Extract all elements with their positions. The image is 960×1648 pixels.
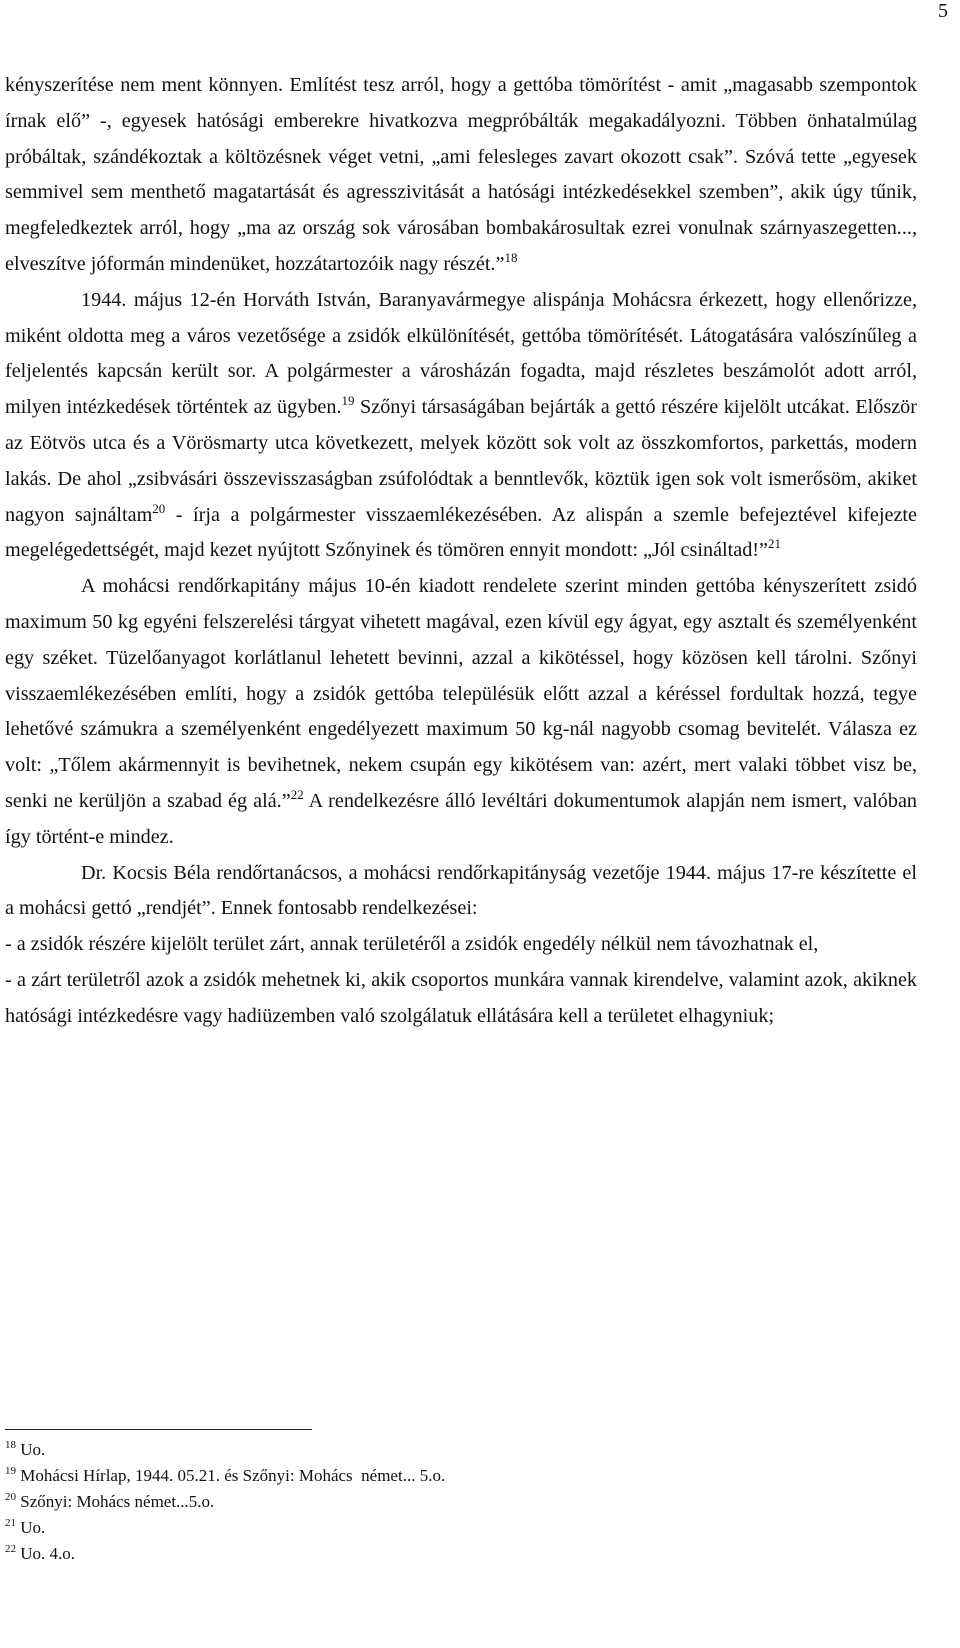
footnote <box>5 1489 905 1515</box>
footnote-text: Uo. <box>16 1440 46 1459</box>
paragraph-text: A mohácsi rendőrkapitány május 10-én kiadott rendelete szerint minden gettóba kényszerített zsidó maximum 50 kg egyéni felszerelési tárgyat vihetett magával, ezen kívül egy ágyat, egy asztalt és személyenként egy széket. Tüzelőanyagot korlátlanul lehetett bevinni, azzal a kikötéssel, hogy közösen kell tárolni. Szőnyi visszaemlékezésében említi, hogy a zsidók gettóba településük előtt azzal a kéréssel fordultak hozzá, tegye lehetővé számukra a személyenként engedélyezett maximum 50 kg-nál nagyobb csomag bevitelét. Válasza ez volt: „Tőlem akármennyit is bevihetnek, nekem csupán egy kikötésem van: azért, mert valaki többet visz be, senki ne kerüljön a szabad ég alá.” <box>5 575 917 812</box>
body-text <box>5 68 917 1035</box>
footnote-reference: 19 <box>341 393 355 409</box>
footnote <box>5 1437 905 1463</box>
footnote-number: 21 <box>5 1517 16 1529</box>
paragraph-text: Dr. Kocsis Béla rendőrtanácsos, a mohácsi rendőrkapitányság vezetője 1944. május 17-re készítette el a mohácsi gettó „rendjét”. Ennek fontosabb rendelkezései: <box>5 861 917 920</box>
footnote-number: 20 <box>5 1491 16 1503</box>
footnote-text: Szőnyi: Mohács német...5.o. <box>16 1492 215 1511</box>
footnote-number: 18 <box>5 1439 16 1451</box>
footnote <box>5 1515 905 1541</box>
footnote-separator <box>5 1429 312 1430</box>
footnote <box>5 1541 905 1567</box>
paragraph <box>5 927 917 963</box>
footnote-number: 22 <box>5 1543 16 1555</box>
footnote-number: 19 <box>5 1465 16 1477</box>
paragraph-text: - írja a polgármester visszaemlékezésében. Az alispán a szemle befejeztével kifejezte megelégedettségét, majd kezet nyújtott Szőnyinek és tömören ennyit mondott: „Jól csináltad!” <box>5 503 917 562</box>
footnote-reference: 21 <box>768 536 781 552</box>
footnote-reference: 18 <box>504 249 518 265</box>
footnote-reference: 20 <box>152 500 166 516</box>
page-number: 5 <box>938 0 948 22</box>
paragraph-text: A rendelkezésre álló levéltári dokumentumok alapján nem ismert, valóban így történt-e mindez. <box>5 789 917 848</box>
paragraph-text: kényszerítése nem ment könnyen. Említést tesz arról, hogy a gettóba tömörítést - amit „magasabb szempontok írnak elő” -, egyesek hatósági emberekre hivatkozva megpróbálták megakadályozni. Többen önhatalmúlag próbáltak, szándékoztak a költözésnek véget vetni, „ami felesleges zavart okozott csak”. Szóvá tette „egyesek semmivel sem menthető magatartását és agresszivitását a hatósági intézkedésekkel szemben”, akik úgy tűnik, megfeledkeztek arról, hogy „ma az ország sok városában bombakárosultak ezrei vonulnak szárnyaszegetten..., elveszítve jóformán mindenüket, hozzátartozóik nagy részét.” <box>5 74 917 275</box>
paragraph <box>5 856 917 928</box>
footnote <box>5 1463 905 1489</box>
paragraph-text: - a zsidók részére kijelölt terület zárt, annak területéről a zsidók engedély nélkül nem távozhatnak el, <box>5 933 819 956</box>
footnote-text: Uo. 4.o. <box>16 1544 76 1563</box>
paragraph-text: - a zárt területről azok a zsidók mehetnek ki, akik csoportos munkára vannak kirendelve, valamint azok, akiknek hatósági intézkedésre vagy hadiüzemben való szolgálatuk ellátására kell a területet elhagyniuk; <box>5 968 917 1027</box>
footnote-reference: 22 <box>290 786 304 802</box>
paragraph <box>5 569 917 855</box>
footnote-text: Uo. <box>16 1518 46 1537</box>
paragraph-text: 1944. május 12-én Horváth István, Baranyavármegye alispánja Mohácsra érkezett, hogy ellenőrizze, miként oldotta meg a város vezetősége a zsidók elkülönítését, gettóba tömörítését. Látogatására valószínűleg a feljelentés kapcsán került sor. A polgármester a városházán fogadta, majd részletes beszámolót adott arról, milyen intézkedések történtek az ügyben. <box>5 288 917 419</box>
footnote-text: Mohácsi Hírlap, 1944. 05.21. és Szőnyi: Mohács német... 5.o. <box>16 1466 446 1485</box>
paragraph <box>5 283 917 569</box>
paragraph <box>5 963 917 1035</box>
paragraph-text: Szőnyi társaságában bejárták a gettó részére kijelölt utcákat. Először az Eötvös utca és a Vörösmarty utca következett, melyek között sok volt az összkomfortos, parkettás, modern lakás. De ahol „zsibvásári összevisszaságban zsúfolódtak a benntlevők, köztük igen sok volt ismerősöm, akiket nagyon sajnáltam <box>5 396 917 526</box>
paragraph <box>5 68 917 283</box>
footnotes <box>5 1437 905 1567</box>
